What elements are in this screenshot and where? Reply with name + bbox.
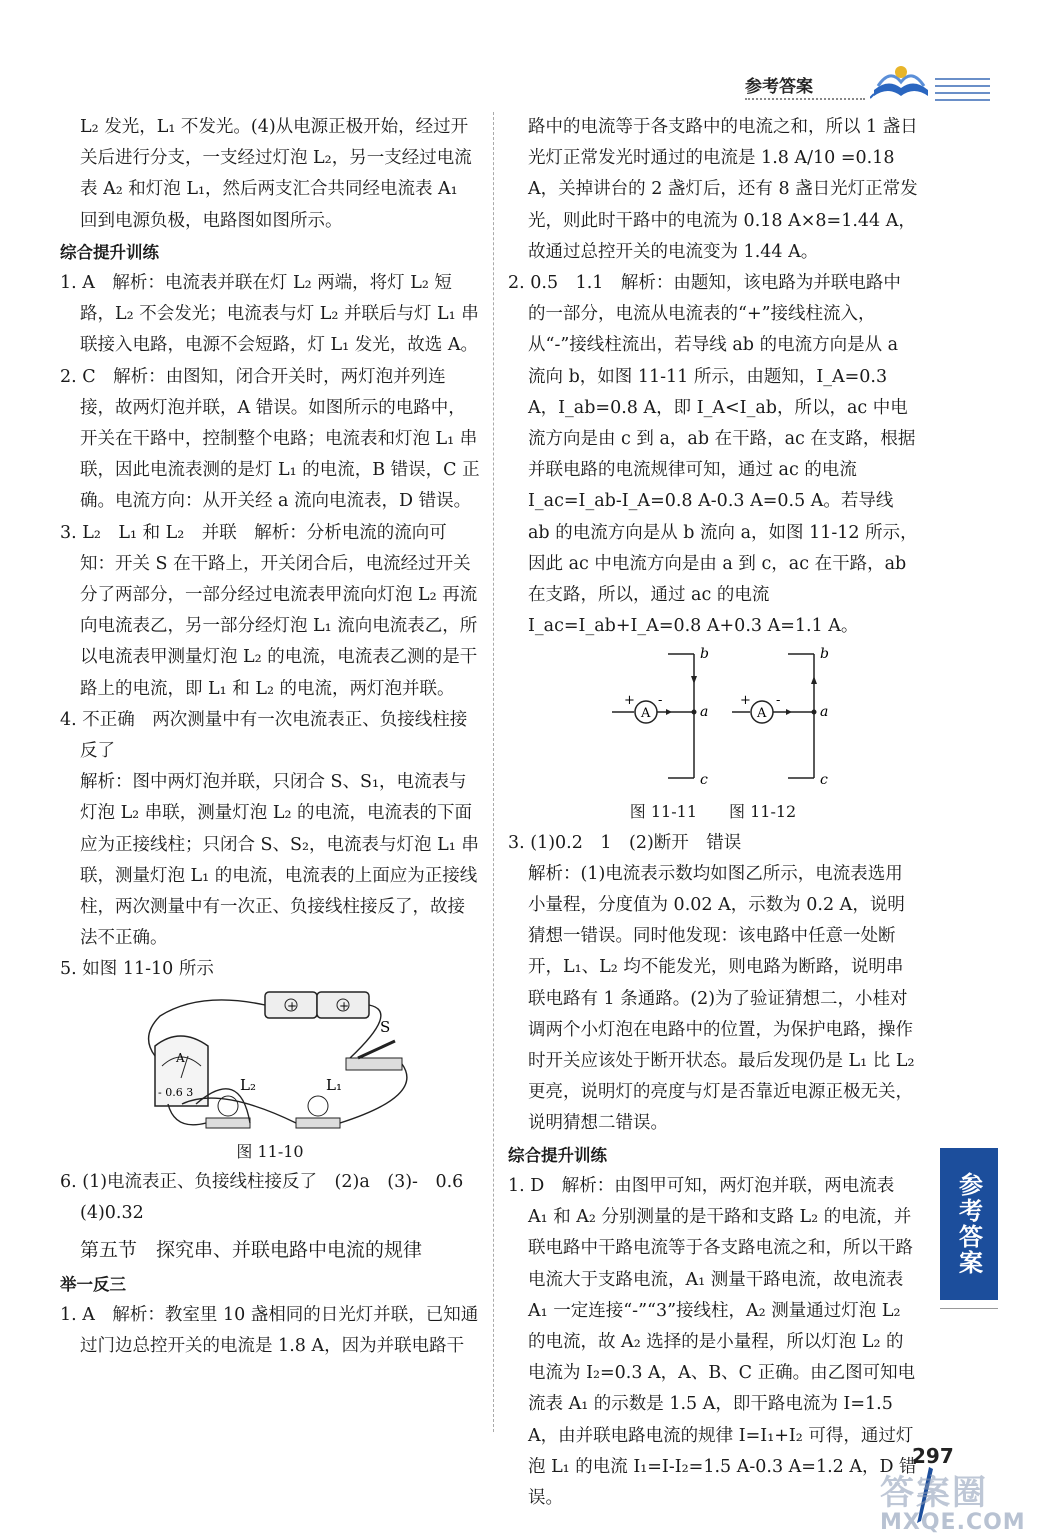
bulb-l1-icon [308,1096,328,1116]
bulb-l2-label: L₂ [240,1075,256,1094]
svg-text:c: c [700,772,708,789]
meter-label: A [176,1050,185,1065]
answer-item: 6. (1)电流表正、负接线柱接反了 (2)a (3)- 0.6 [60,1171,464,1192]
watermark-line1: 答案圈 [880,1473,988,1513]
svg-text:A: A [757,706,767,722]
paragraph: 路中的电流等于各支路中的电流之和，所以 1 盏日光灯正常发光时通过的电流是 1.8 A/10 =0.18 A，关掉讲台的 2 盏灯后，还有 8 盏日光灯正常发光，则此时干路中的电流为 0.18 A×8=1.44 A，故通过总控开关的电流变为 1.44 A。 [528,117,918,262]
answer-item-cont: (4)0.32 [80,1203,144,1224]
answer-item: 3. (1)0.2 1 (2)断开 错误 [508,832,742,853]
svg-text:a: a [700,704,709,721]
chapter-section-title: 第五节 探究串、并联电路中电流的规律 [80,1239,423,1262]
right-column [508,112,918,1514]
tab-underline [940,1308,998,1309]
answer-item: 2. C 解析：由图知，闭合开关时，两灯泡并列连接，故两灯泡并联，A 错误。如图所示的电路中，开关在干路中，控制整个电路；电流表和灯泡 L₁ 串联，因此电流表测的是灯 L₁ 的电流，B 错误，C 正确。电流方向：从开关经 a 流向电流表，D 错误。 [60,366,480,512]
section-heading: 综合提升训练 [508,1145,607,1165]
header-dots [745,98,865,100]
figure-11-10-circuit [60,986,480,1136]
watermark [880,1465,1026,1535]
answer-item: 4. 不正确 两次测量中有一次电流表正、负接线柱接反了 [60,709,468,762]
svg-text:+: + [339,998,350,1013]
switch-label: S [380,1017,391,1036]
figure-11-11-11-12 [508,646,918,796]
switch-icon [346,1058,402,1070]
svg-text:b: b [820,646,829,663]
figure-caption: 图 11-10 [236,1141,304,1161]
left-column [60,112,480,1362]
answer-item: 3. L₂ L₁ 和 L₂ 并联 解析：分析电流的流向可知：开关 S 在干路上，开关闭合后，电流经过开关分了两部分，一部分经过电流表甲流向灯泡 L₂ 再流向电流表乙，另一部分经灯泡 L₁ 流向电流表乙，所以电流表甲测量灯泡 L₂ 的电流，电流表乙测的是干路上的电流，即 L₁ 和 L₂ 的电流，两灯泡并联。 [60,522,478,699]
answer-explanation: 解析：(1)电流表示数均如图乙所示，电流表选用小量程，分度值为 0.02 A，示数为 0.2 A，说明猜想一错误。同时他发现：该电路中任意一处断开，L₁、L₂ 均不能发光，则电路为断路，说明串联电路有 1 条通路。(2)为了验证猜想二，小桂对调两个小灯泡在电路中的位置，为保护电路，操作时开关应该处于断开状态。最后发现仍是 L₁ 比 L₂ 更亮，说明灯的亮度与灯是否靠近电源正极无关，说明猜想二错误。 [528,863,915,1134]
svg-text:b: b [700,646,709,663]
svg-text:a: a [820,704,829,721]
section-heading: 举一反三 [60,1274,126,1294]
section-heading: 综合提升训练 [60,242,159,262]
svg-text:-: - [776,693,781,709]
book-logo-icon [870,60,932,100]
column-divider [493,112,494,1432]
watermark-line2: MXQE.COM [880,1510,1026,1535]
svg-text:+: + [740,693,751,709]
svg-text:+: + [624,693,635,709]
answer-explanation: 解析：图中两灯泡并联，只闭合 S、S₁，电流表与灯泡 L₂ 串联，测量灯泡 L₂ 的电流，电流表的下面应为正接线柱；只闭合 S、S₂，电流表与灯泡 L₁ 串联，测量灯泡 L₁ 的电流，电流表的上面应为正接线柱，两次测量中有一次正、负接线柱接反了，故接法不正确。 [80,772,479,949]
answer-item: 1. A 解析：电流表并联在灯 L₂ 两端，将灯 L₂ 短路，L₂ 不会发光；电流表与灯 L₂ 并联后与灯 L₁ 串联接入电路，电源不会短路，灯 L₁ 发光，故选 A。 [60,273,479,356]
answer-item: 5. 如图 11-10 所示 [60,959,214,980]
svg-text:-: - [658,693,663,709]
header-title: 参考答案 [745,77,813,97]
answer-item: 2. 0.5 1.1 解析：由题知，该电路为并联电路中的一部分，电流从电流表的“+”接线柱流入，从“-”接线柱流出，若导线 ab 的电流方向是从 a 流向 b，如图 11-11 所示，由题知，I_A=0.3 A，I_ab=0.8 A，即 I_A<I_ab，所以，ac 中电流方向是由 c 到 a，ab 在干路，ac 在支路，根据并联电路的电流规律可知，通过 ac 的电流 I_ac=I_ab-I_A=0.8 A-0.3 A=0.5 A。若导线 ab 的电流方向是从 b 流向 a，如图 11-12 所示，因此 ac 中电流方向是由 a 到 c，ac 在干路，ab 在支路，所以，通过 ac 的电流 I_ac=I_ab+I_A=0.8 A+0.3 A=1.1 A。 [508,273,918,637]
meter-scale: - 0.6 3 [158,1085,194,1099]
bulb-l1-label: L₁ [326,1075,342,1094]
figure-11-11 [612,646,709,788]
svg-text:+: + [287,998,298,1013]
paragraph: L₂ 发光，L₁ 不发光。(4)从电源正极开始，经过开关后进行分支，一支经过灯泡 L₂，另一支经过电流表 A₂ 和灯泡 L₁，然后两支汇合共同经电流表 A₁ 回到电源负极，电路图如图所示。 [80,117,472,231]
answer-item: 1. A 解析：教室里 10 盏相同的日光灯并联，已知通过门边总控开关的电流是 1.8 A，因为并联电路干 [60,1304,479,1356]
figure-caption: 图 11-11 图 11-12 [629,802,797,822]
figure-11-12 [732,646,829,788]
svg-text:A: A [641,706,651,722]
header-lines [935,78,990,106]
page-number: 297 [912,1444,954,1468]
answer-item: 1. D 解析：由图甲可知，两灯泡并联，两电流表 A₁ 和 A₂ 分别测量的是干路和支路 L₂ 的电流，并联电路中干路电流等于各支路电流之和，所以干路电流大于支路电流，A₁ 测量干路电流，故电流表 A₁ 一定连接“-”“3”接线柱，A₂ 测量通过灯泡 L₂ 的电流，故 A₂ 选择的是小量程，所以灯泡 L₂ 的电流为 I₂=0.3 A，A、B、C 正确。由乙图可知电流表 A₁ 的示数是 1.5 A，即干路电流为 I=1.5 A，由并联电路电流的规律 I=I₁+I₂ 可得，通过灯泡 L₁ 的电流 I₁=I-I₂=1.5 A-0.3 A=1.2 A，D 错误。 [508,1175,917,1508]
side-tab-answers: 参考答案 [940,1148,998,1300]
svg-text:c: c [820,772,828,789]
